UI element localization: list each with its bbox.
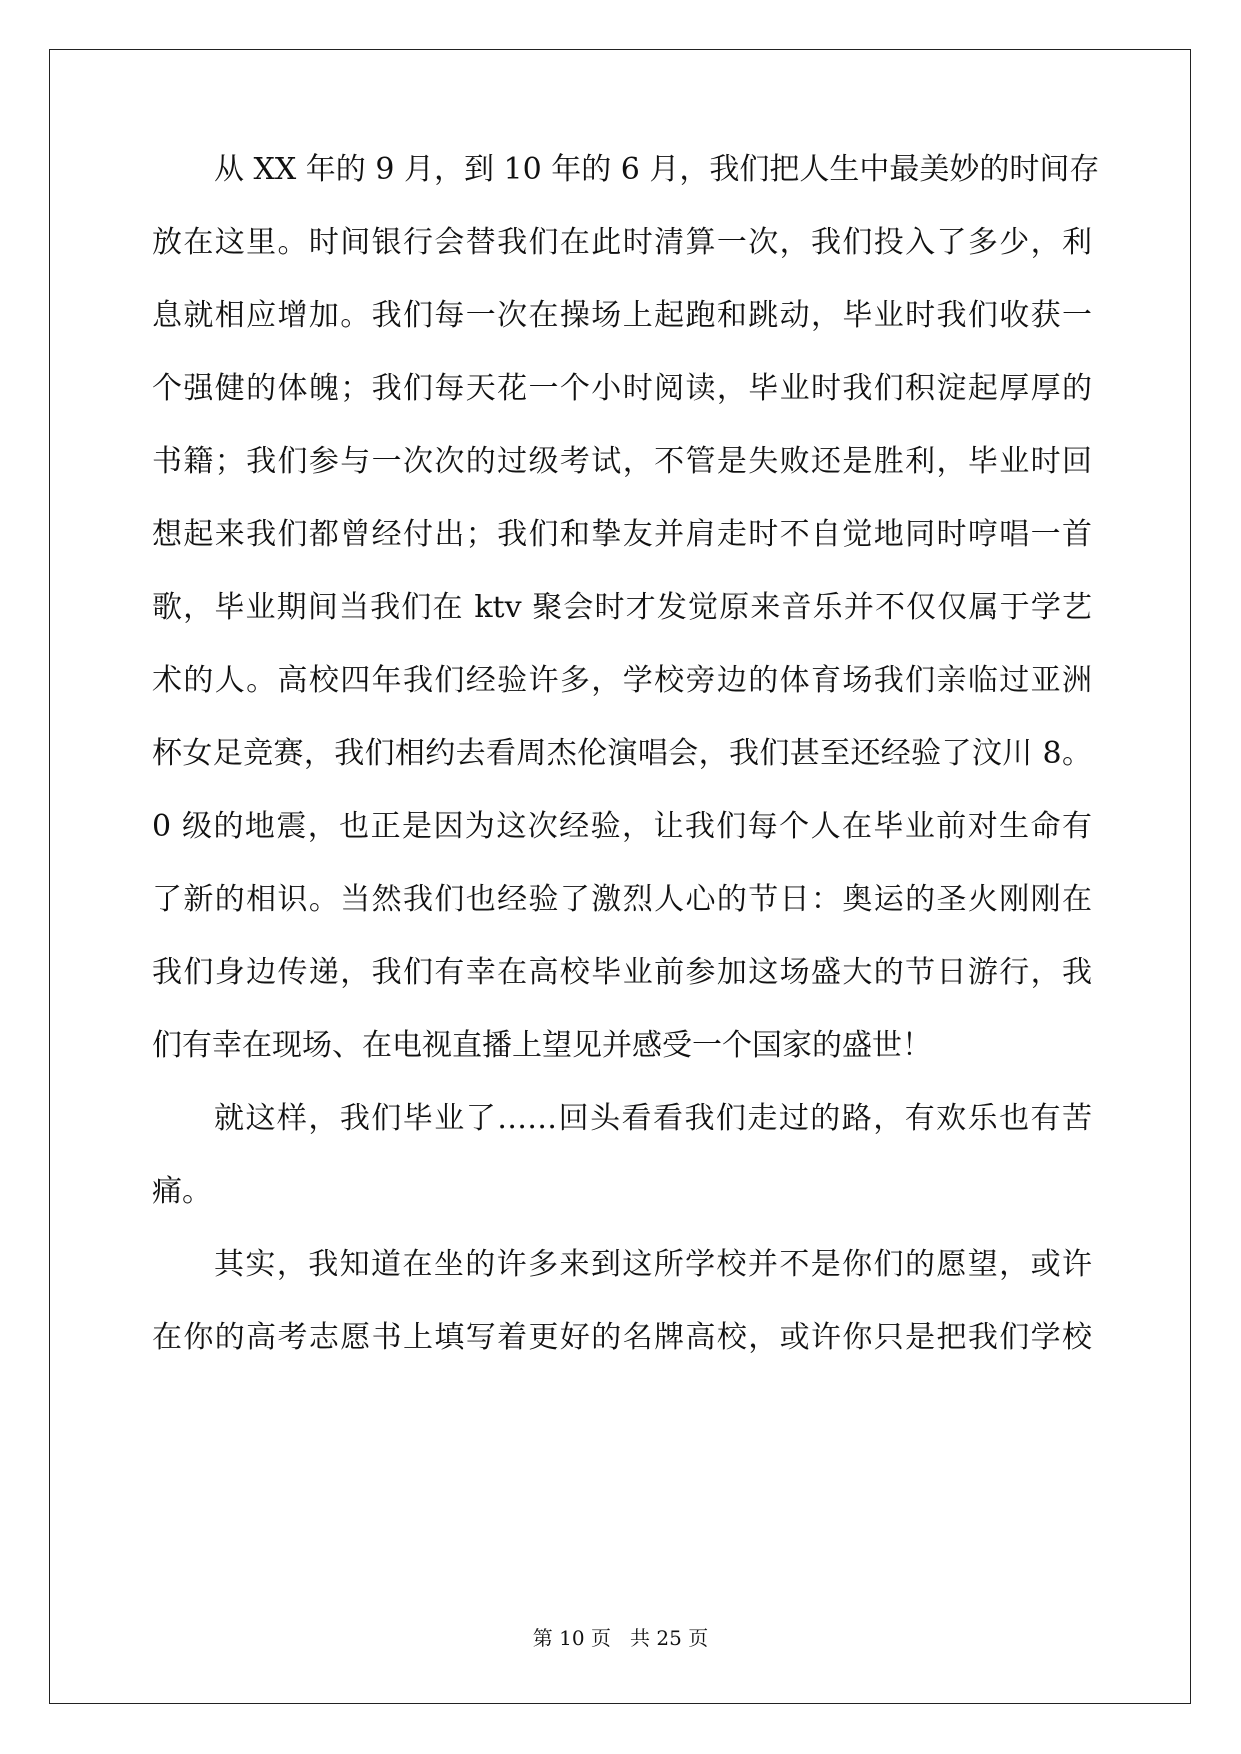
page-total: 共 25 页 [630, 1626, 709, 1650]
text-line: 术的人。高校四年我们经验许多，学校旁边的体育场我们亲临过亚洲 [152, 663, 1092, 698]
text-line: 了新的相识。当然我们也经验了激烈人心的节日：奥运的圣火刚刚在 [152, 882, 1092, 917]
page-number: 第 10 页 [532, 1626, 611, 1650]
text-line: 我们身边传递，我们有幸在高校毕业前参加这场盛大的节日游行，我 [152, 955, 1092, 990]
text-line: 歌，毕业期间当我们在 ktv 聚会时才发觉原来音乐并不仅仅属于学艺 [152, 590, 1092, 625]
text-line: 们有幸在现场、在电视直播上望见并感受一个国家的盛世！ [152, 1028, 932, 1063]
text-line: 放在这里。时间银行会替我们在此时清算一次，我们投入了多少，利 [152, 225, 1092, 260]
text-line: 杯女足竞赛，我们相约去看周杰伦演唱会，我们甚至还经验了汶川 8。 [152, 736, 1092, 771]
text-line: 息就相应增加。我们每一次在操场上起跑和跳动，毕业时我们收获一 [152, 298, 1092, 333]
text-line: 就这样，我们毕业了……回头看看我们走过的路，有欢乐也有苦 [214, 1101, 1092, 1136]
text-line: 0 级的地震，也正是因为这次经验，让我们每个人在毕业前对生命有 [152, 809, 1092, 844]
page-footer [0, 1622, 1241, 1651]
text-line: 想起来我们都曾经付出；我们和挚友并肩走时不自觉地同时哼唱一首 [152, 517, 1092, 552]
text-line: 其实，我知道在坐的许多来到这所学校并不是你们的愿望，或许 [214, 1247, 1092, 1282]
text-line: 个强健的体魄；我们每天花一个小时阅读，毕业时我们积淀起厚厚的 [152, 371, 1092, 406]
text-line: 从 XX 年的 9 月，到 10 年的 6 月，我们把人生中最美妙的时间存 [214, 152, 1100, 187]
text-line: 在你的高考志愿书上填写着更好的名牌高校，或许你只是把我们学校 [152, 1320, 1092, 1355]
text-line: 痛。 [152, 1174, 212, 1209]
text-line: 书籍；我们参与一次次的过级考试，不管是失败还是胜利，毕业时回 [152, 444, 1092, 479]
